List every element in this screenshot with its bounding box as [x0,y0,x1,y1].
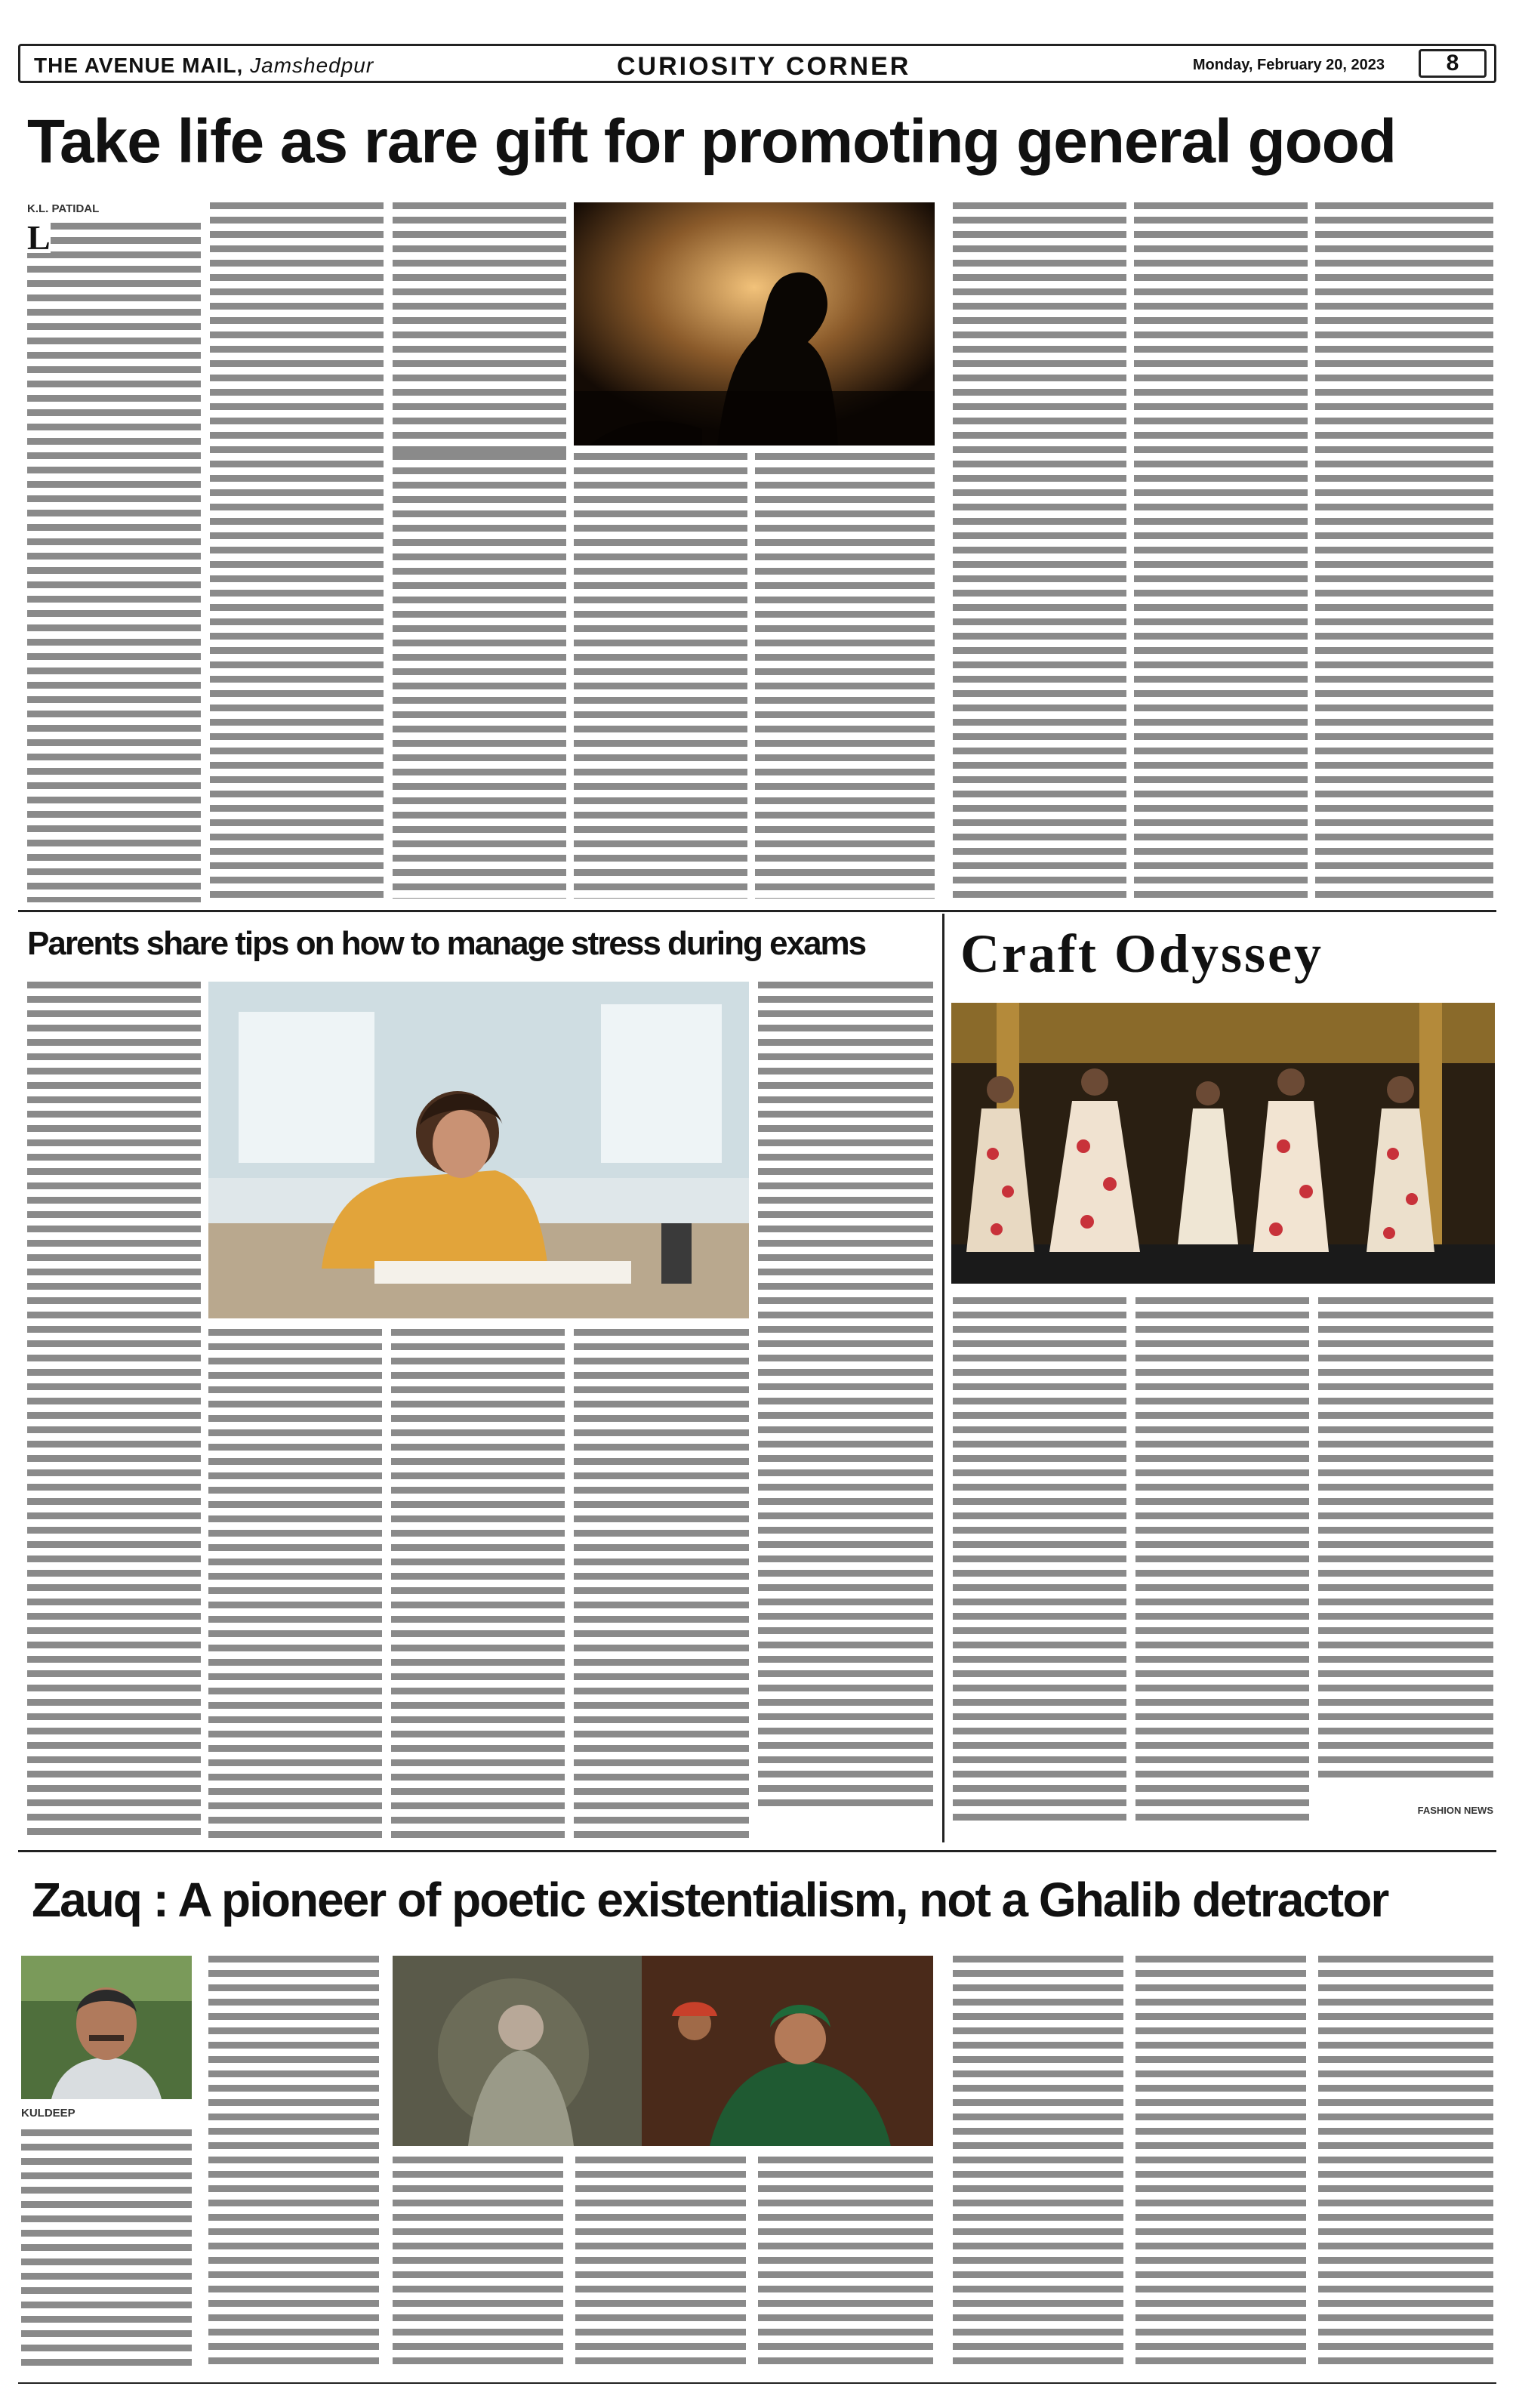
zauq-column-8 [1318,1956,1493,2371]
craft-column-2 [1135,1297,1309,1826]
issue-date: Monday, February 20, 2023 [1192,57,1385,73]
life-gift-column-1 [27,223,201,902]
author-name: KULDEEP [21,2107,75,2120]
masthead-bar [18,44,1496,83]
student-photo [208,982,749,1318]
craft-column-1 [953,1297,1126,1826]
paper-name-text: THE AVENUE MAIL, [34,54,244,77]
headline-zauq: Zauq : A pioneer of poetic existentialism, not a Ghalib detractor [32,1873,1388,1927]
exams-column-4 [574,1329,749,1842]
craft-credit: FASHION NEWS [1417,1805,1493,1816]
byline-life-gift: K.L. PATIDAL [27,202,100,215]
author-portrait [21,1956,192,2099]
headline-life-gift: Take life as rare gift for promoting general good [27,107,1396,176]
life-gift-column-9 [1315,202,1493,899]
life-gift-column-5 [574,453,747,899]
divider-2 [18,1850,1496,1852]
section-title: CURIOSITY CORNER [617,52,911,81]
page-number: 8 [1419,49,1487,78]
exams-column-1 [27,982,201,1842]
craft-column-3 [1318,1297,1493,1781]
student-illustration [208,982,749,1318]
silhouette-illustration [574,202,935,446]
life-gift-column-7 [953,202,1126,899]
paper-city: Jamshedpur [250,54,374,77]
dropcap: L [27,223,51,257]
exams-column-2 [208,1329,382,1842]
zauq-column-7 [1135,1956,1306,2371]
headline-craft: Craft Odyssey [960,923,1323,984]
divider-vertical [942,914,944,1842]
fashion-illustration [951,1003,1495,1284]
life-gift-column-4 [393,453,566,899]
divider-1 [18,910,1496,912]
exams-column-3 [391,1329,565,1842]
film-still-photo [393,1956,933,2146]
life-gift-column-2 [210,202,384,905]
zauq-column-3 [393,2157,563,2371]
zauq-column-2 [208,1956,379,2371]
zauq-column-5 [758,2157,933,2371]
exams-column-5 [758,982,933,1812]
zauq-column-1 [21,2129,192,2371]
silhouette-photo [574,202,935,446]
fashion-photo [951,1003,1495,1284]
bottom-rule [18,2382,1496,2384]
headline-exams: Parents share tips on how to manage stress during exams [27,925,866,962]
life-gift-column-8 [1134,202,1308,899]
life-gift-column-6 [755,453,935,899]
author-photo [21,1956,192,2099]
zauq-column-6 [953,1956,1123,2371]
paper-name [34,54,374,78]
film-still-illustration [393,1956,933,2146]
zauq-column-4 [575,2157,746,2371]
